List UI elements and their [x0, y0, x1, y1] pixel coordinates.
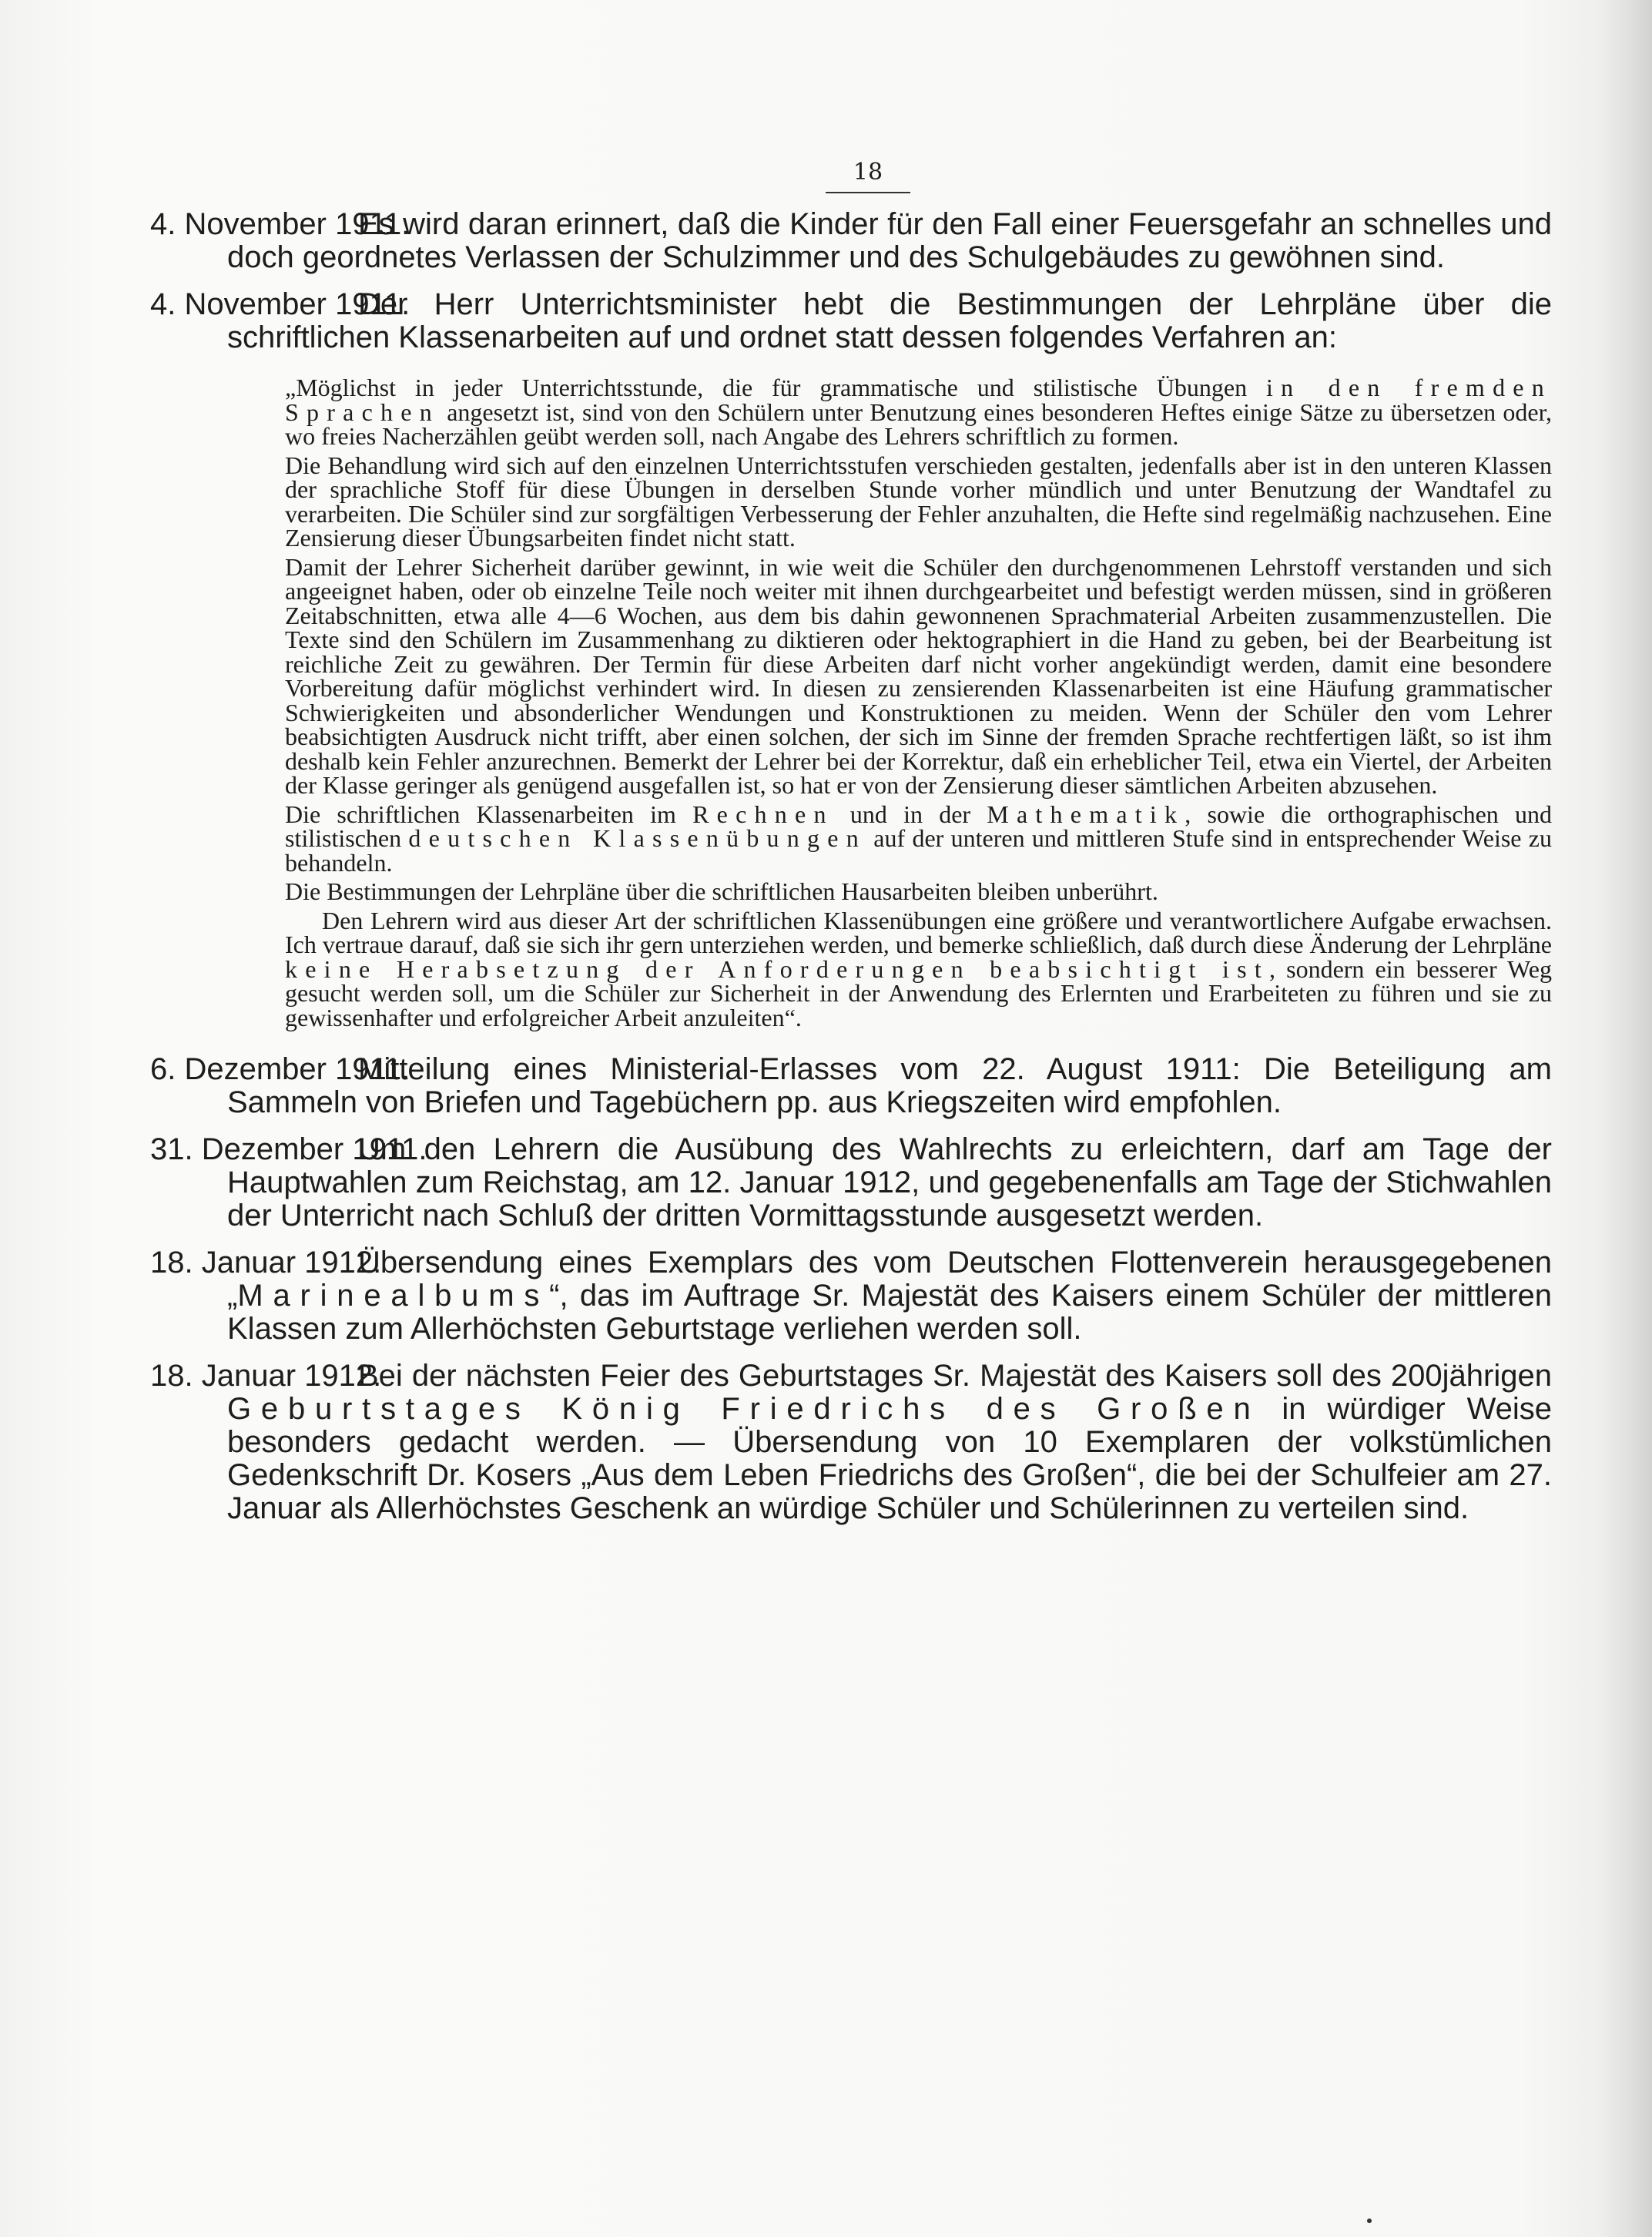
- quote-paragraph: Die schriftlichen Klassenarbeiten im Rechnen und in der Mathematik, sowie die orthographischen und stilistischen deutschen Klassenübungen auf der unteren und mittleren Stufe sind in entsprechender Weise zu behandeln.: [285, 800, 1553, 877]
- entry-text: Es wird daran erinnert, daß die Kinder für den Fall einer Feuersgefahr an schnelles und doch geordnetes Verlassen der Schulzimmer und des Schulgebäudes zu gewöhnen sind.: [227, 207, 1552, 274]
- quote-paragraph: Damit der Lehrer Sicherheit darüber gewinnt, in wie weit die Schüler den durchgenommenen Lehrstoff verstanden und sich angeeignet haben, oder ob einzelne Teile noch weiter mit ihnen durchgearbeitet und befestigt werden müssen, sind in größeren Zeitabschnitten, etwa alle 4—6 Wochen, aus dem bis dahin gewonnenen Sprachmaterial Arbeiten zusammenzustellen. Die Texte sind den Schülern im Zusammenhang zu diktieren oder hektographiert in die Hand zu geben, bei der Bearbeitung ist reichliche Zeit zu gewähren. Der Termin für diese Arbeiten darf nicht vorher angekündigt werden, damit eine besondere Vorbereitung dafür möglichst verhindert wird. In diesen zu zensierenden Klassenarbeiten ist eine Häufung grammatischer Schwierigkeiten und absonderlicher Wendungen und Konstruktionen zu meiden. Wenn der Schüler den vom Lehrer beabsichtigten Ausdruck nicht trifft, aber einen solchen, der sich im Sinne der fremden Sprache rechtfertigen läßt, so ist ihm deshalb kein Fehler anzurechnen. Bemerkt der Lehrer bei der Korrektur, daß ein erheblicher Teil, etwa ein Viertel, der Arbeiten der Klasse geringer als genügend ausgefallen ist, so hat er von der Zensierung dieser sämtlichen Arbeiten abzusehen.: [285, 552, 1552, 799]
- quote-paragraph: Die Behandlung wird sich auf den einzelnen Unterrichtsstufen verschieden gestalten, jedenfalls aber ist in den unteren Klassen der sprachliche Stoff für diese Übungen in derselben Stunde vorher mündlich und unter Benutzung der Wandtafel zu verarbeiten. Die Schüler sind zur sorgfältigen Verbesserung der Fehler anzuhalten, die Hefte sind regelmäßig nachzusehen. Eine Zensierung dieser Übungsarbeiten findet nicht statt.: [285, 451, 1552, 552]
- emphasis-spaced: Marinealbums: [237, 1279, 550, 1313]
- quote-paragraph: Den Lehrern wird aus dieser Art der schriftlichen Klassenübungen eine größere und verantwortlichere Aufgabe erwachsen. Ich vertraue darauf, daß sie sich ihr gern unterziehen werden, und bemerke schließlich, daß durch diese Änderung der Lehrpläne keine Herabsetzung der Anforderungen beabsichtigt ist, sondern ein besserer Weg gesucht werden soll, um die Schüler zur Sicherheit in der Anwendung des Erlernten und Erarbeiteten zu führen und sie zu gewissenhafter und erfolgreicher Arbeit anzuleiten“.: [285, 906, 1552, 1031]
- emphasis-spaced: deutschen Klassenübungen: [408, 824, 866, 852]
- entry-date: 18. Januar 1912.: [150, 1246, 382, 1279]
- quote-paragraph: Die Bestimmungen der Lehrpläne über die schriftlichen Hausarbeiten bleiben unberührt.: [285, 877, 1158, 905]
- entry-ministerial-letters: [150, 1053, 1552, 1119]
- entry-date: 18. Januar 1912.: [150, 1359, 382, 1393]
- entry-date: 6. Dezember 1911.: [150, 1052, 410, 1086]
- entry-text: Mitteilung eines Ministerial-Erlasses vom 22. August 1911: Die Beteiligung am Sammeln von Briefen und Tagebüchern pp. aus Kriegszeiten wird empfohlen.: [227, 1052, 1552, 1119]
- entry-date: 31. Dezember 1911.: [150, 1132, 427, 1166]
- decree-quotation: [285, 376, 1552, 1030]
- entry-date: 4. November 1911.: [150, 207, 410, 241]
- page-edge-shadow: [1598, 0, 1652, 2237]
- entry-date: 4. November 1911.: [150, 287, 410, 321]
- emphasis-spaced: Rechnen: [692, 800, 834, 828]
- entry-fire-drill: [150, 208, 1552, 274]
- quote-paragraph: „Möglichst in jeder Unterrichtsstunde, die für grammatische und stilistische Übungen in den fremden Sprachen angesetzt ist, sind von den Schülern unter Benutzung eines besonderen Heftes einige Sätze zu übersetzen oder, wo freies Nacherzählen geübt werden soll, nach Angabe des Lehrers schriftlich zu formen.: [285, 374, 1552, 450]
- page-number: 18: [826, 159, 910, 193]
- emphasis-spaced: Mathematik: [987, 800, 1185, 828]
- entry-text: Der Herr Unterrichtsminister hebt die Bestimmungen der Lehrpläne über die schriftlichen Klassenarbeiten auf und ordnet statt dessen folgendes Verfahren an:: [227, 287, 1552, 354]
- entry-kaiser-birthday: 18. Januar 1912. Bei der nächsten Feier des Geburtstages Sr. Majestät des Kaisers soll des 200jährigen Geburtstages König Friedrichs des Großen in würdiger Weise besonders gedacht werden. — Übersendung von 10 Exemplaren der volkstümlichen Gedenkschrift Dr. Kosers „Aus dem Leben Friedrichs des Großen“, die bei der Schulfeier am 27. Januar als Allerhöchstes Geschenk an würdige Schüler und Schülerinnen zu verteilen sind.: [150, 1359, 1552, 1525]
- scan-speck: [1367, 2219, 1372, 2223]
- chronicle-entries: [150, 208, 1552, 1539]
- entry-marine-album: 18. Januar 1912. Übersendung eines Exemplars des vom Deutschen Flottenverein herausgegebenen „Marinealbums“, das im Auftrage Sr. Majestät des Kaisers einem Schüler der mittleren Klassen zum Allerhöchsten Geburtstage verliehen werden soll.: [150, 1246, 1552, 1346]
- entry-election-day: [150, 1133, 1552, 1233]
- entry-minister-decree: [150, 288, 1552, 354]
- emphasis-spaced: keine Herabsetzung der Anforderungen beabsichtigt ist: [285, 954, 1269, 983]
- emphasis-spaced: Geburtstages König Friedrichs des Großen: [227, 1392, 1261, 1426]
- emphasis-spaced: in den fremden Sprachen: [285, 374, 1552, 426]
- entry-text: Um den Lehrern die Ausübung des Wahlrechts zu erleichtern, darf am Tage der Hauptwahlen zum Reichstag, am 12. Januar 1912, und gegebenenfalls am Tage der Stichwahlen der Unterricht nach Schluß der dritten Vormittagsstunde ausgesetzt werden.: [227, 1132, 1552, 1233]
